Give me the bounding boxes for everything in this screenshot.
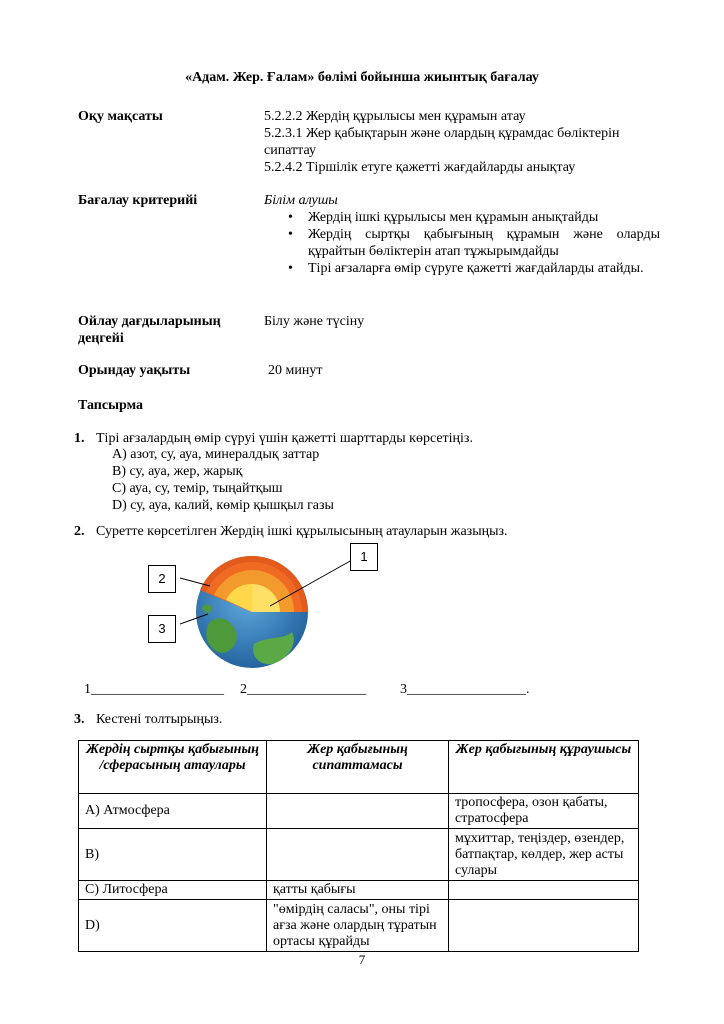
table-header: Жер қабығының сипаттамасы xyxy=(267,741,449,794)
criteria-bullet: • Жердің сыртқы қабығының құрамын және оларды құрайтын бөліктерін атап тұжырымдайды xyxy=(288,227,660,259)
q1-option-d: D) су, ауа, калий, көмір қышқыл газы xyxy=(112,498,334,513)
time-value: 20 минут xyxy=(268,363,323,378)
table-cell: D) xyxy=(79,900,267,952)
table-cell: B) xyxy=(79,829,267,881)
criteria-bullet: • Тірі ағзаларға өмір сүруге қажетті жағдайларды атайды. xyxy=(288,261,644,276)
table-row xyxy=(79,794,639,829)
table-row xyxy=(79,900,639,952)
objectives-label: Оқу мақсаты xyxy=(78,109,163,124)
q1-option-c: C) ауа, су, темір, тыңайтқыш xyxy=(112,481,283,496)
q3-text: Кестені толтырыңыз. xyxy=(96,712,223,727)
q1-number: 1. xyxy=(74,431,85,446)
objective-item: 5.2.3.1 Жер қабықтарын және олардың құрамдас бөліктерін сипаттау xyxy=(264,126,620,158)
page-number: 7 xyxy=(358,952,366,967)
table-header: Жердің сыртқы қабығының /сферасының атаулары xyxy=(79,741,267,794)
table-cell: C) Литосфера xyxy=(79,881,267,900)
q3-number: 3. xyxy=(74,712,85,727)
q1-option-a: A) азот, су, ауа, минералдық заттар xyxy=(112,447,320,462)
table-row xyxy=(79,829,639,881)
label-box-1: 1 xyxy=(350,543,378,571)
q2-text: Суретте көрсетілген Жердің ішкі құрылысының атауларын жазыңыз. xyxy=(96,524,508,539)
table-cell: тропосфера, озон қабаты, стратосфера xyxy=(449,794,639,829)
time-label: Орындау уақыты xyxy=(78,363,191,378)
answer-blank-3[interactable]: 3_________________. xyxy=(400,682,530,697)
label-box-3: 3 xyxy=(148,615,176,643)
table-cell: қатты қабығы xyxy=(267,881,449,900)
criteria-bullet: • Жердің ішкі құрылысы мен құрамын анықтайды xyxy=(288,210,599,225)
table-cell-empty[interactable] xyxy=(449,900,639,952)
table-cell: A) Атмосфера xyxy=(79,794,267,829)
answer-blank-2[interactable]: 2_________________ xyxy=(240,682,366,697)
criteria-intro: Білім алушы xyxy=(264,193,338,208)
label-box-2: 2 xyxy=(148,565,176,593)
q1-option-b: B) су, ауа, жер, жарық xyxy=(112,464,243,479)
criteria-label: Бағалау критерийі xyxy=(78,193,198,208)
earth-cross-section-image xyxy=(180,548,360,676)
table-cell: "өмірдің саласы", оны тірі ағза және олардың тұратын ортасы құрайды xyxy=(267,900,449,952)
task-heading: Тапсырма xyxy=(78,398,144,413)
objective-item: 5.2.2.2 Жердің құрылысы мен құрамын атау xyxy=(264,109,526,124)
table-header: Жер қабығының құраушысы xyxy=(449,741,639,794)
answer-blank-1[interactable]: 1___________________ xyxy=(84,682,224,697)
q1-text: Тірі ағзалардың өмір сүруі үшін қажетті шарттарды көрсетіңіз. xyxy=(96,431,473,446)
table-row xyxy=(79,881,639,900)
objective-item: 5.2.4.2 Тіршілік етуге қажетті жағдайларды анықтау xyxy=(264,160,576,175)
q2-number: 2. xyxy=(74,524,85,539)
table-cell: мұхиттар, теңіздер, өзендер, батпақтар, көлдер, жер асты сулары xyxy=(449,829,639,881)
table-header-row xyxy=(79,741,639,794)
spheres-table xyxy=(78,740,639,952)
thinking-value: Білу және түсіну xyxy=(264,314,365,329)
thinking-label: Ойлау дағдыларының деңгейі xyxy=(78,314,221,346)
table-cell-empty[interactable] xyxy=(267,794,449,829)
page-title: «Адам. Жер. Ғалам» бөлімі бойынша жиынтық бағалау xyxy=(185,70,539,85)
table-cell-empty[interactable] xyxy=(449,881,639,900)
table-cell-empty[interactable] xyxy=(267,829,449,881)
